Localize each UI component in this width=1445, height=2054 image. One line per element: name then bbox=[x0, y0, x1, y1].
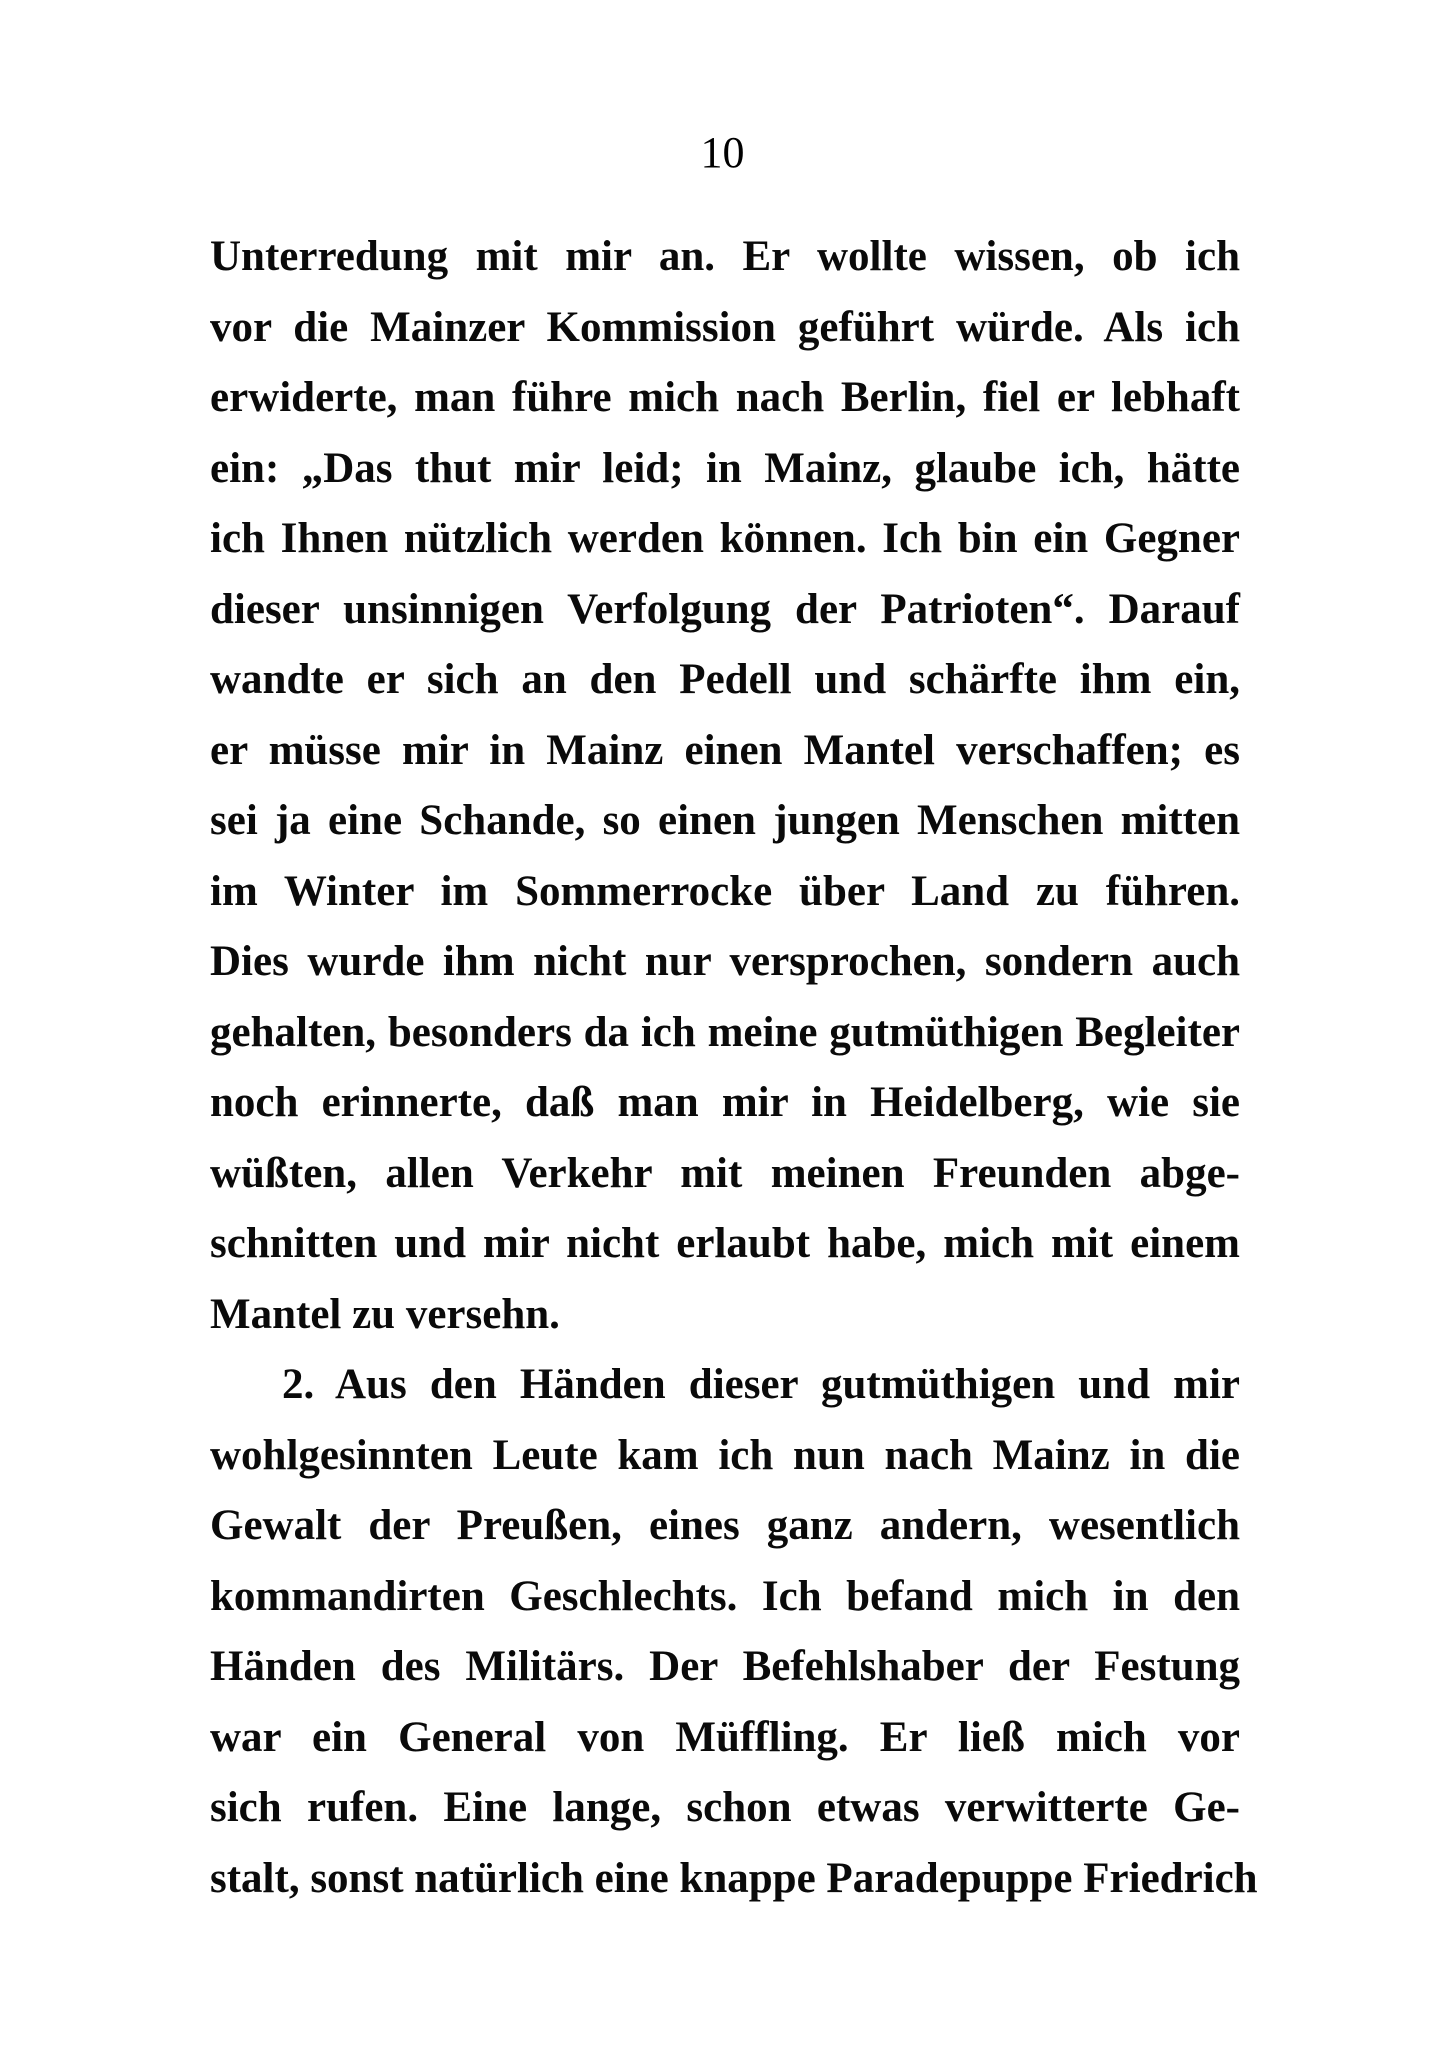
text-line: Gewalt der Preußen, eines ganz andern, wesentlich bbox=[210, 1502, 1240, 1549]
text-line: Unterredung mit mir an. Er wollte wissen, ob ich bbox=[210, 233, 1240, 280]
text-line: Dies wurde ihm nicht nur versprochen, sondern auch bbox=[210, 938, 1240, 985]
text-line: wüßten, allen Verkehr mit meinen Freunden abge- bbox=[210, 1149, 1240, 1197]
text-line: sei ja eine Schande, so einen jungen Menschen mitten bbox=[210, 797, 1240, 844]
text-line: stalt, sonst natürlich eine knappe Paradepuppe Friedrich bbox=[210, 1854, 1258, 1902]
text-line: erwiderte, man führe mich nach Berlin, fiel er lebhaft bbox=[210, 374, 1240, 421]
text-line: Händen des Militärs. Der Befehlshaber der Festung bbox=[210, 1643, 1240, 1690]
text-line: sich rufen. Eine lange, schon etwas verwitterte Ge- bbox=[210, 1784, 1240, 1831]
text-line: dieser unsinnigen Verfolgung der Patrioten“. Darauf bbox=[210, 585, 1240, 633]
text-line: ich Ihnen nützlich werden können. Ich bin ein Gegner bbox=[210, 515, 1240, 562]
page-number: 10 bbox=[700, 128, 745, 177]
body-text bbox=[210, 222, 1258, 1914]
text-line: noch erinnerte, daß man mir in Heidelberg, wie sie bbox=[210, 1079, 1240, 1126]
text-line: gehalten, besonders da ich meine gutmüthigen Begleiter bbox=[210, 1008, 1240, 1056]
text-line: ein: „Das thut mir leid; in Mainz, glaube ich, hätte bbox=[210, 444, 1240, 492]
text-line: kommandirten Geschlechts. Ich befand mich in den bbox=[210, 1572, 1240, 1620]
text-line: wohlgesinnten Leute kam ich nun nach Mainz in die bbox=[210, 1431, 1240, 1479]
text-line: er müsse mir in Mainz einen Mantel verschaffen; es bbox=[210, 726, 1240, 774]
text-line: vor die Mainzer Kommission geführt würde. Als ich bbox=[210, 303, 1240, 351]
text-line: wandte er sich an den Pedell und schärfte ihm ein, bbox=[210, 656, 1240, 703]
text-line: schnitten und mir nicht erlaubt habe, mich mit einem bbox=[210, 1220, 1240, 1267]
text-line: im Winter im Sommerrocke über Land zu führen. bbox=[210, 867, 1240, 915]
section-2-first-line: 2. Aus den Händen dieser gutmüthigen und mir bbox=[282, 1361, 1240, 1408]
text-line: war ein General von Müffling. Er ließ mich vor bbox=[210, 1713, 1240, 1761]
paragraph-last-line: Mantel zu versehn. bbox=[210, 1290, 560, 1338]
